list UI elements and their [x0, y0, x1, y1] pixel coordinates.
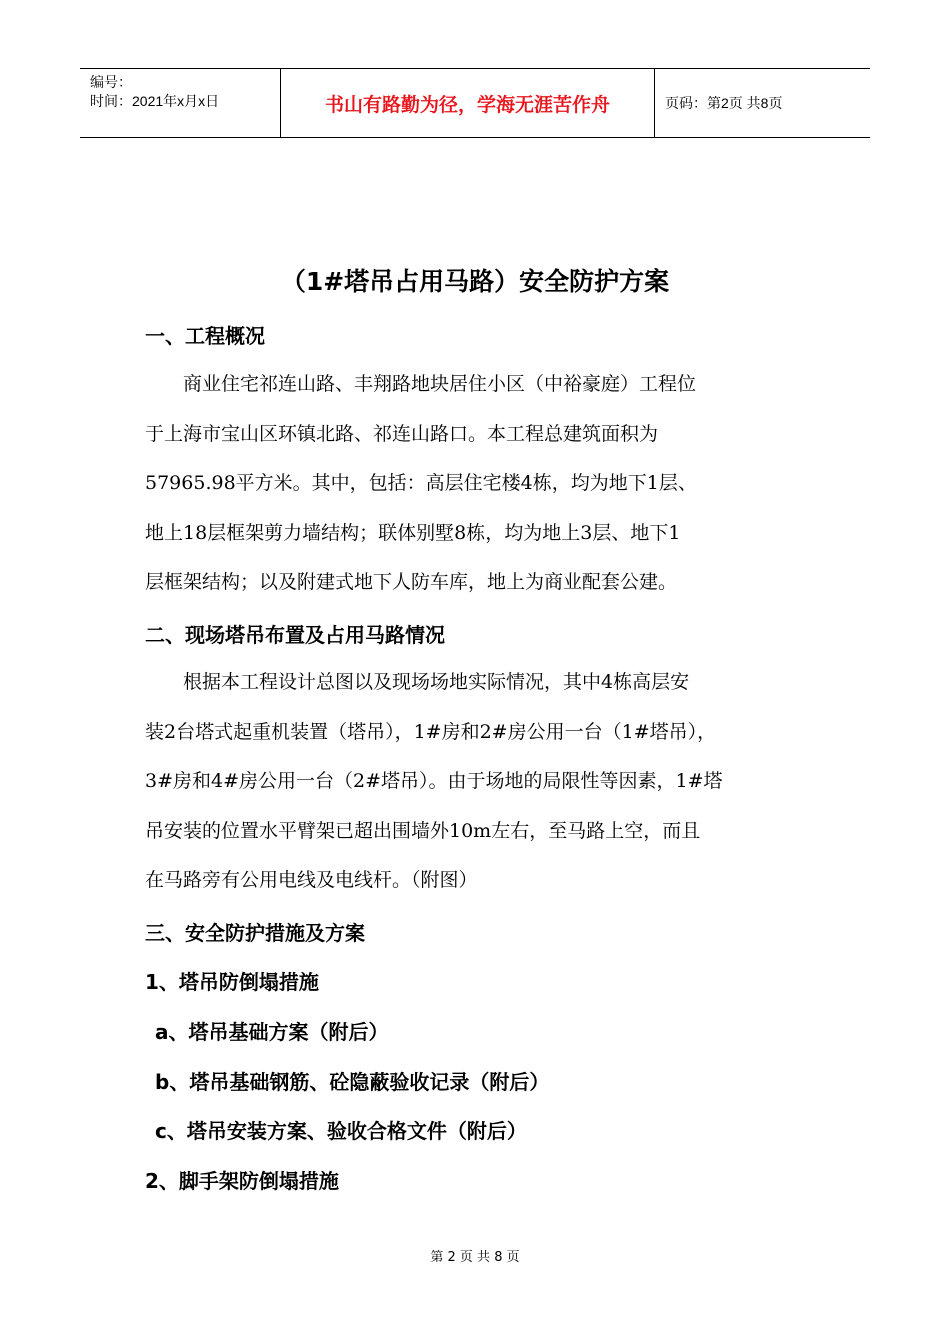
header-divider: [654, 69, 655, 137]
section-1-body: [145, 360, 820, 608]
section-heading-1: 一、工程概况: [145, 324, 265, 348]
body-line: 装2台塔式起重机装置（塔吊），1#房和2#房公用一台（1#塔吊），: [145, 720, 717, 743]
number-label: 编号：: [90, 74, 132, 90]
body-line: 地上18层框架剪力墙结构；联体别墅8栋，均为地上3层、地下1: [145, 521, 681, 544]
page-footer: 第 2 页 共 8 页: [430, 1250, 520, 1265]
item-b: b、塔吊基础钢筋、砼隐蔽验收记录（附后）: [155, 1070, 550, 1094]
body-line: 57965.98平方米。其中，包括：高层住宅楼4栋，均为地下1层、: [145, 472, 697, 494]
body-line: 在马路旁有公用电线及电线杆。（附图）: [145, 869, 478, 891]
body-line: 3#房和4#房公用一台（2#塔吊）。由于场地的局限性等因素，1#塔: [145, 770, 723, 792]
section-heading-2: 二、现场塔吊布置及占用马路情况: [145, 623, 445, 647]
subheading-1: 1、塔吊防倒塌措施: [145, 970, 319, 994]
body-line: 根据本工程设计总图以及现场场地实际情况，其中4栋高层安: [145, 671, 690, 693]
item-a: a、塔吊基础方案（附后）: [155, 1020, 389, 1044]
body-line: 吊安装的位置水平臂架已超出围墙外10m左右，至马路上空，而且: [145, 819, 701, 842]
header-left: [90, 73, 219, 111]
page-info: 页码：第2页 共8页: [665, 95, 783, 111]
item-c: c、塔吊安装方案、验收合格文件（附后）: [155, 1119, 527, 1143]
section-2-body: [145, 658, 820, 906]
section-heading-3: 三、安全防护措施及方案: [145, 921, 365, 945]
document-title: （1#塔吊占用马路）安全防护方案: [280, 267, 670, 296]
header-motto: 书山有路勤为径，学海无涯苦作舟: [324, 93, 610, 116]
body-line: 于上海市宝山区环镇北路、祁连山路口。本工程总建筑面积为: [145, 422, 659, 445]
time-label: 时间：2021年x月x日: [90, 93, 220, 109]
body-line: 层框架结构；以及附建式地下人防车库，地上为商业配套公建。: [145, 571, 678, 593]
body-line: 商业住宅祁连山路、丰翔路地块居住小区（中裕豪庭）工程位: [145, 373, 697, 395]
subheading-2: 2、脚手架防倒塌措施: [145, 1169, 339, 1193]
page-header: [80, 68, 870, 138]
